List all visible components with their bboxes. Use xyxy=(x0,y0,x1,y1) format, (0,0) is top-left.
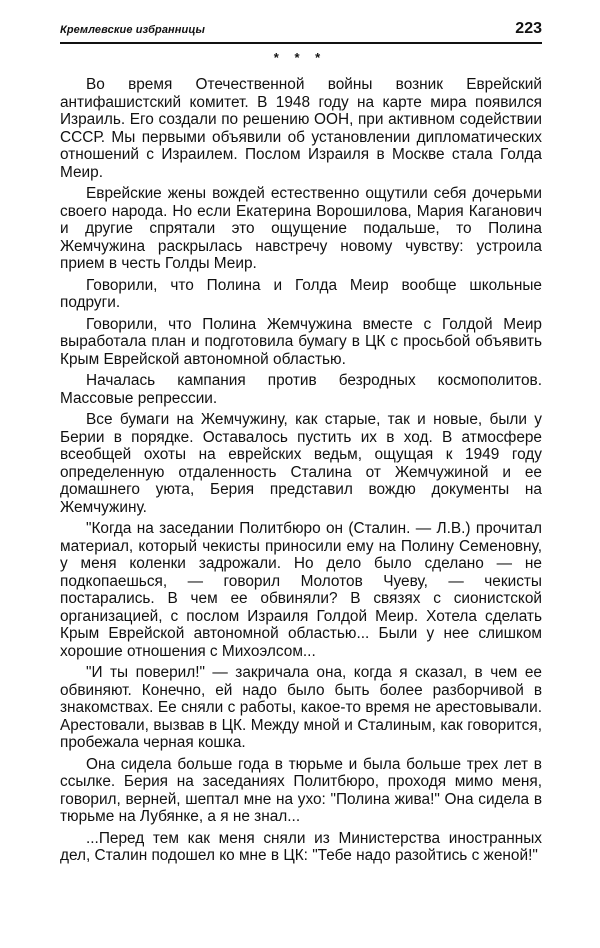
body-text xyxy=(60,76,542,865)
section-separator: * * * xyxy=(273,50,327,65)
paragraph: Во время Отечественной войны возник Еврейский антифашистский комитет. В 1948 году на карте мира появился Израиль. Его создали по решению ООН, при активном содействии СССР. Мы первыми объявили об установлении дипломатических отношений с Израилем. Послом Израиля в Москве стала Голда Меир. xyxy=(60,76,542,181)
paragraph: Она сидела больше года в тюрьме и была больше трех лет в ссылке. Берия на заседаниях Политбюро, проходя мимо меня, говорил, верней, шептал мне на ухо: "Полина жива!" Она сидела в тюрьме на Лубянке, а я не знал... xyxy=(60,755,542,825)
paragraph: Говорили, что Полина и Голда Меир вообще школьные подруги. xyxy=(60,276,542,311)
paragraph: ...Перед тем как меня сняли из Министерства иностранных дел, Сталин подошел ко мне в ЦК: "Тебе надо разойтись с женой!" xyxy=(60,829,542,864)
page-header xyxy=(60,20,542,44)
paragraph: Говорили, что Полина Жемчужина вместе с Голдой Меир выработала план и подготовила бумагу в ЦК с просьбой объявить Крым Еврейской автономной областью. xyxy=(60,315,542,368)
paragraph: Началась кампания против безродных космополитов. Массовые репрессии. xyxy=(60,372,542,407)
running-title: Кремлевские избранницы xyxy=(60,24,206,36)
paragraph: "Когда на заседании Политбюро он (Сталин. — Л.В.) прочитал материал, который чекисты приносили ему на Полину Семеновну, у меня коленки задрожали. Но дело было сделано — не подкопаешься, — говорил Молотов Чуеву, — чекисты постарались. В чем ее обвиняли? В связях с сионистской организацией, с послом Израиля Голдой Меир. Хотела сделать Крым Еврейской автономной областью... Были у нее слишком хорошие отношения с Михоэлсом... xyxy=(60,520,542,660)
paragraph: "И ты поверил!" — закричала она, когда я сказал, в чем ее обвиняют. Конечно, ей надо было быть более разборчивой в знакомствах. Ее сняли с работы, какое-то время не арестовывали. Арестовали, вызвав в ЦК. Между мной и Сталиным, как говорится, пробежала черная кошка. xyxy=(60,664,542,751)
paragraph: Все бумаги на Жемчужину, как старые, так и новые, были у Берии в порядке. Оставалось пустить их в ход. В атмосфере всеобщей охоты на еврейских ведьм, ощущая к 1949 году определенную отдаленность Сталина от Жемчужиной и ее домашнего уюта, Берия представил вождю документы на Жемчужину. xyxy=(60,411,542,516)
page-number: 223 xyxy=(515,20,542,37)
paragraph: Еврейские жены вождей естественно ощутили себя дочерьми своего народа. Но если Екатерина Ворошилова, Мария Каганович и другие спрятали это ощущение подальше, то Полина Жемчужина раскрылась навстречу новому чувству: устроила прием в честь Голды Меир. xyxy=(60,185,542,272)
